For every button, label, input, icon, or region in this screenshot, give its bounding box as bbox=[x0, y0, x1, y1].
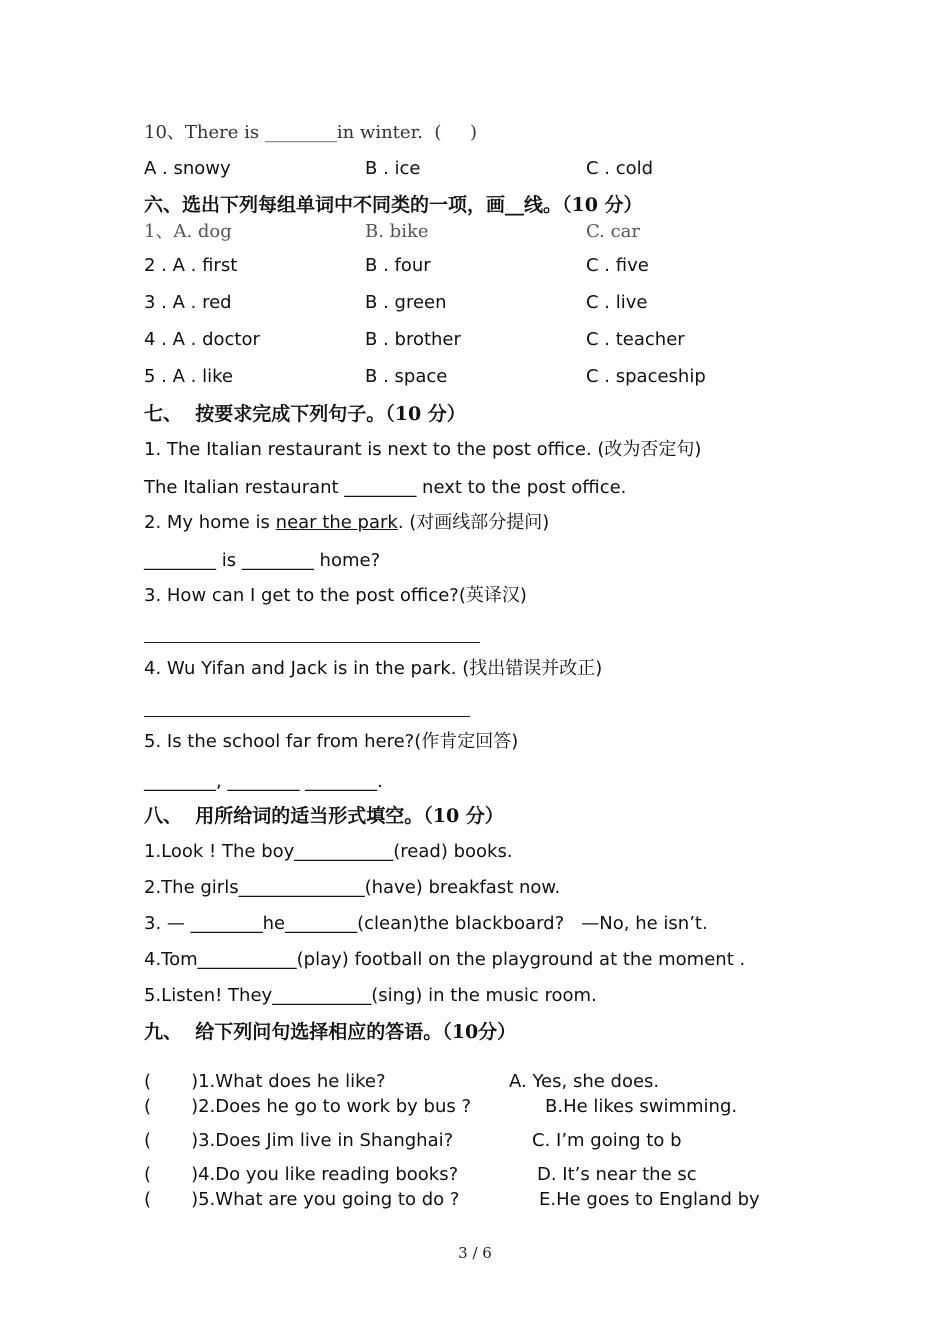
s6-row2-a: 2 . A . first bbox=[144, 255, 238, 276]
s7-question-3: 3. How can I get to the post office?(英译汉) bbox=[144, 585, 527, 606]
s8-item-3: 3. — ________he________(clean)the blackboard? —No, he isn’t. bbox=[144, 913, 708, 934]
s8-item-5: 5.Listen! They___________(sing) in the music room. bbox=[144, 985, 597, 1006]
s9-question-1: ( )1.What does he like? bbox=[144, 1071, 386, 1092]
s9-question-3: ( )3.Does Jim live in Shanghai? bbox=[144, 1130, 454, 1151]
s7-answer-3-blank-line bbox=[144, 642, 480, 643]
s8-item-4: 4.Tom___________(play) football on the playground at the moment . bbox=[144, 949, 746, 970]
s6-row1-c: C. car bbox=[586, 221, 640, 242]
s6-row4-c: C . teacher bbox=[586, 329, 685, 350]
s6-row5-b: B . space bbox=[365, 366, 448, 387]
s8-item-1: 1.Look ! The boy___________(read) books. bbox=[144, 841, 513, 862]
s9-question-5: ( )5.What are you going to do ? bbox=[144, 1189, 460, 1210]
s9-answer-d: D. It’s near the sc bbox=[537, 1164, 697, 1185]
s7-answer-5: ________, ________ ________. bbox=[144, 771, 383, 792]
underlined-phrase: near the park bbox=[275, 512, 398, 533]
s6-row3-c: C . live bbox=[586, 292, 648, 313]
s7-question-1: 1. The Italian restaurant is next to the post office. (改为否定句) bbox=[144, 439, 702, 460]
s9-answer-e: E.He goes to England by bbox=[539, 1189, 760, 1210]
s7-answer-2: ________ is ________ home? bbox=[144, 550, 381, 571]
s9-answer-c: C. I’m going to b bbox=[532, 1130, 682, 1151]
s6-row5-a: 5 . A . like bbox=[144, 366, 233, 387]
s6-row3-a: 3 . A . red bbox=[144, 292, 232, 313]
s7-answer-1: The Italian restaurant ________ next to the post office. bbox=[144, 477, 627, 498]
s6-row2-b: B . four bbox=[365, 255, 431, 276]
q10-option-b: B . ice bbox=[365, 158, 421, 179]
s6-row1-a: 1、A. dog bbox=[144, 221, 232, 242]
section-9-heading: 九、 给下列问句选择相应的答语。（10分） bbox=[144, 1021, 517, 1043]
s7-question-5: 5. Is the school far from here?(作肯定回答) bbox=[144, 731, 519, 752]
section-8-heading: 八、 用所给词的适当形式填空。（10 分） bbox=[144, 805, 504, 827]
q10-option-c: C . cold bbox=[586, 158, 654, 179]
section-7-heading: 七、 按要求完成下列句子。（10 分） bbox=[144, 403, 466, 425]
page-number: 3 / 6 bbox=[458, 1244, 492, 1262]
s9-answer-b: B.He likes swimming. bbox=[545, 1096, 738, 1117]
s9-answer-a: A. Yes, she does. bbox=[509, 1071, 660, 1092]
q10-option-a: A . snowy bbox=[144, 158, 231, 179]
s7-answer-4-blank-line bbox=[144, 716, 470, 717]
s6-row4-b: B . brother bbox=[365, 329, 461, 350]
s6-row4-a: 4 . A . doctor bbox=[144, 329, 260, 350]
s6-row2-c: C . five bbox=[586, 255, 649, 276]
s6-row1-b: B. bike bbox=[365, 221, 429, 242]
s8-item-2: 2.The girls______________(have) breakfast now. bbox=[144, 877, 561, 898]
question-10-stem: 10、There is ________in winter. ( ) bbox=[144, 122, 478, 143]
s7-question-4: 4. Wu Yifan and Jack is in the park. (找出错误并改正) bbox=[144, 658, 603, 679]
section-6-heading: 六、选出下列每组单词中不同类的一项，画__线。（10 分） bbox=[144, 194, 643, 216]
s6-row3-b: B . green bbox=[365, 292, 447, 313]
s9-question-2: ( )2.Does he go to work by bus ? bbox=[144, 1096, 472, 1117]
s7-question-2: 2. My home is near the park. (对画线部分提问) bbox=[144, 512, 550, 533]
s6-row5-c: C . spaceship bbox=[586, 366, 706, 387]
s9-question-4: ( )4.Do you like reading books? bbox=[144, 1164, 459, 1185]
